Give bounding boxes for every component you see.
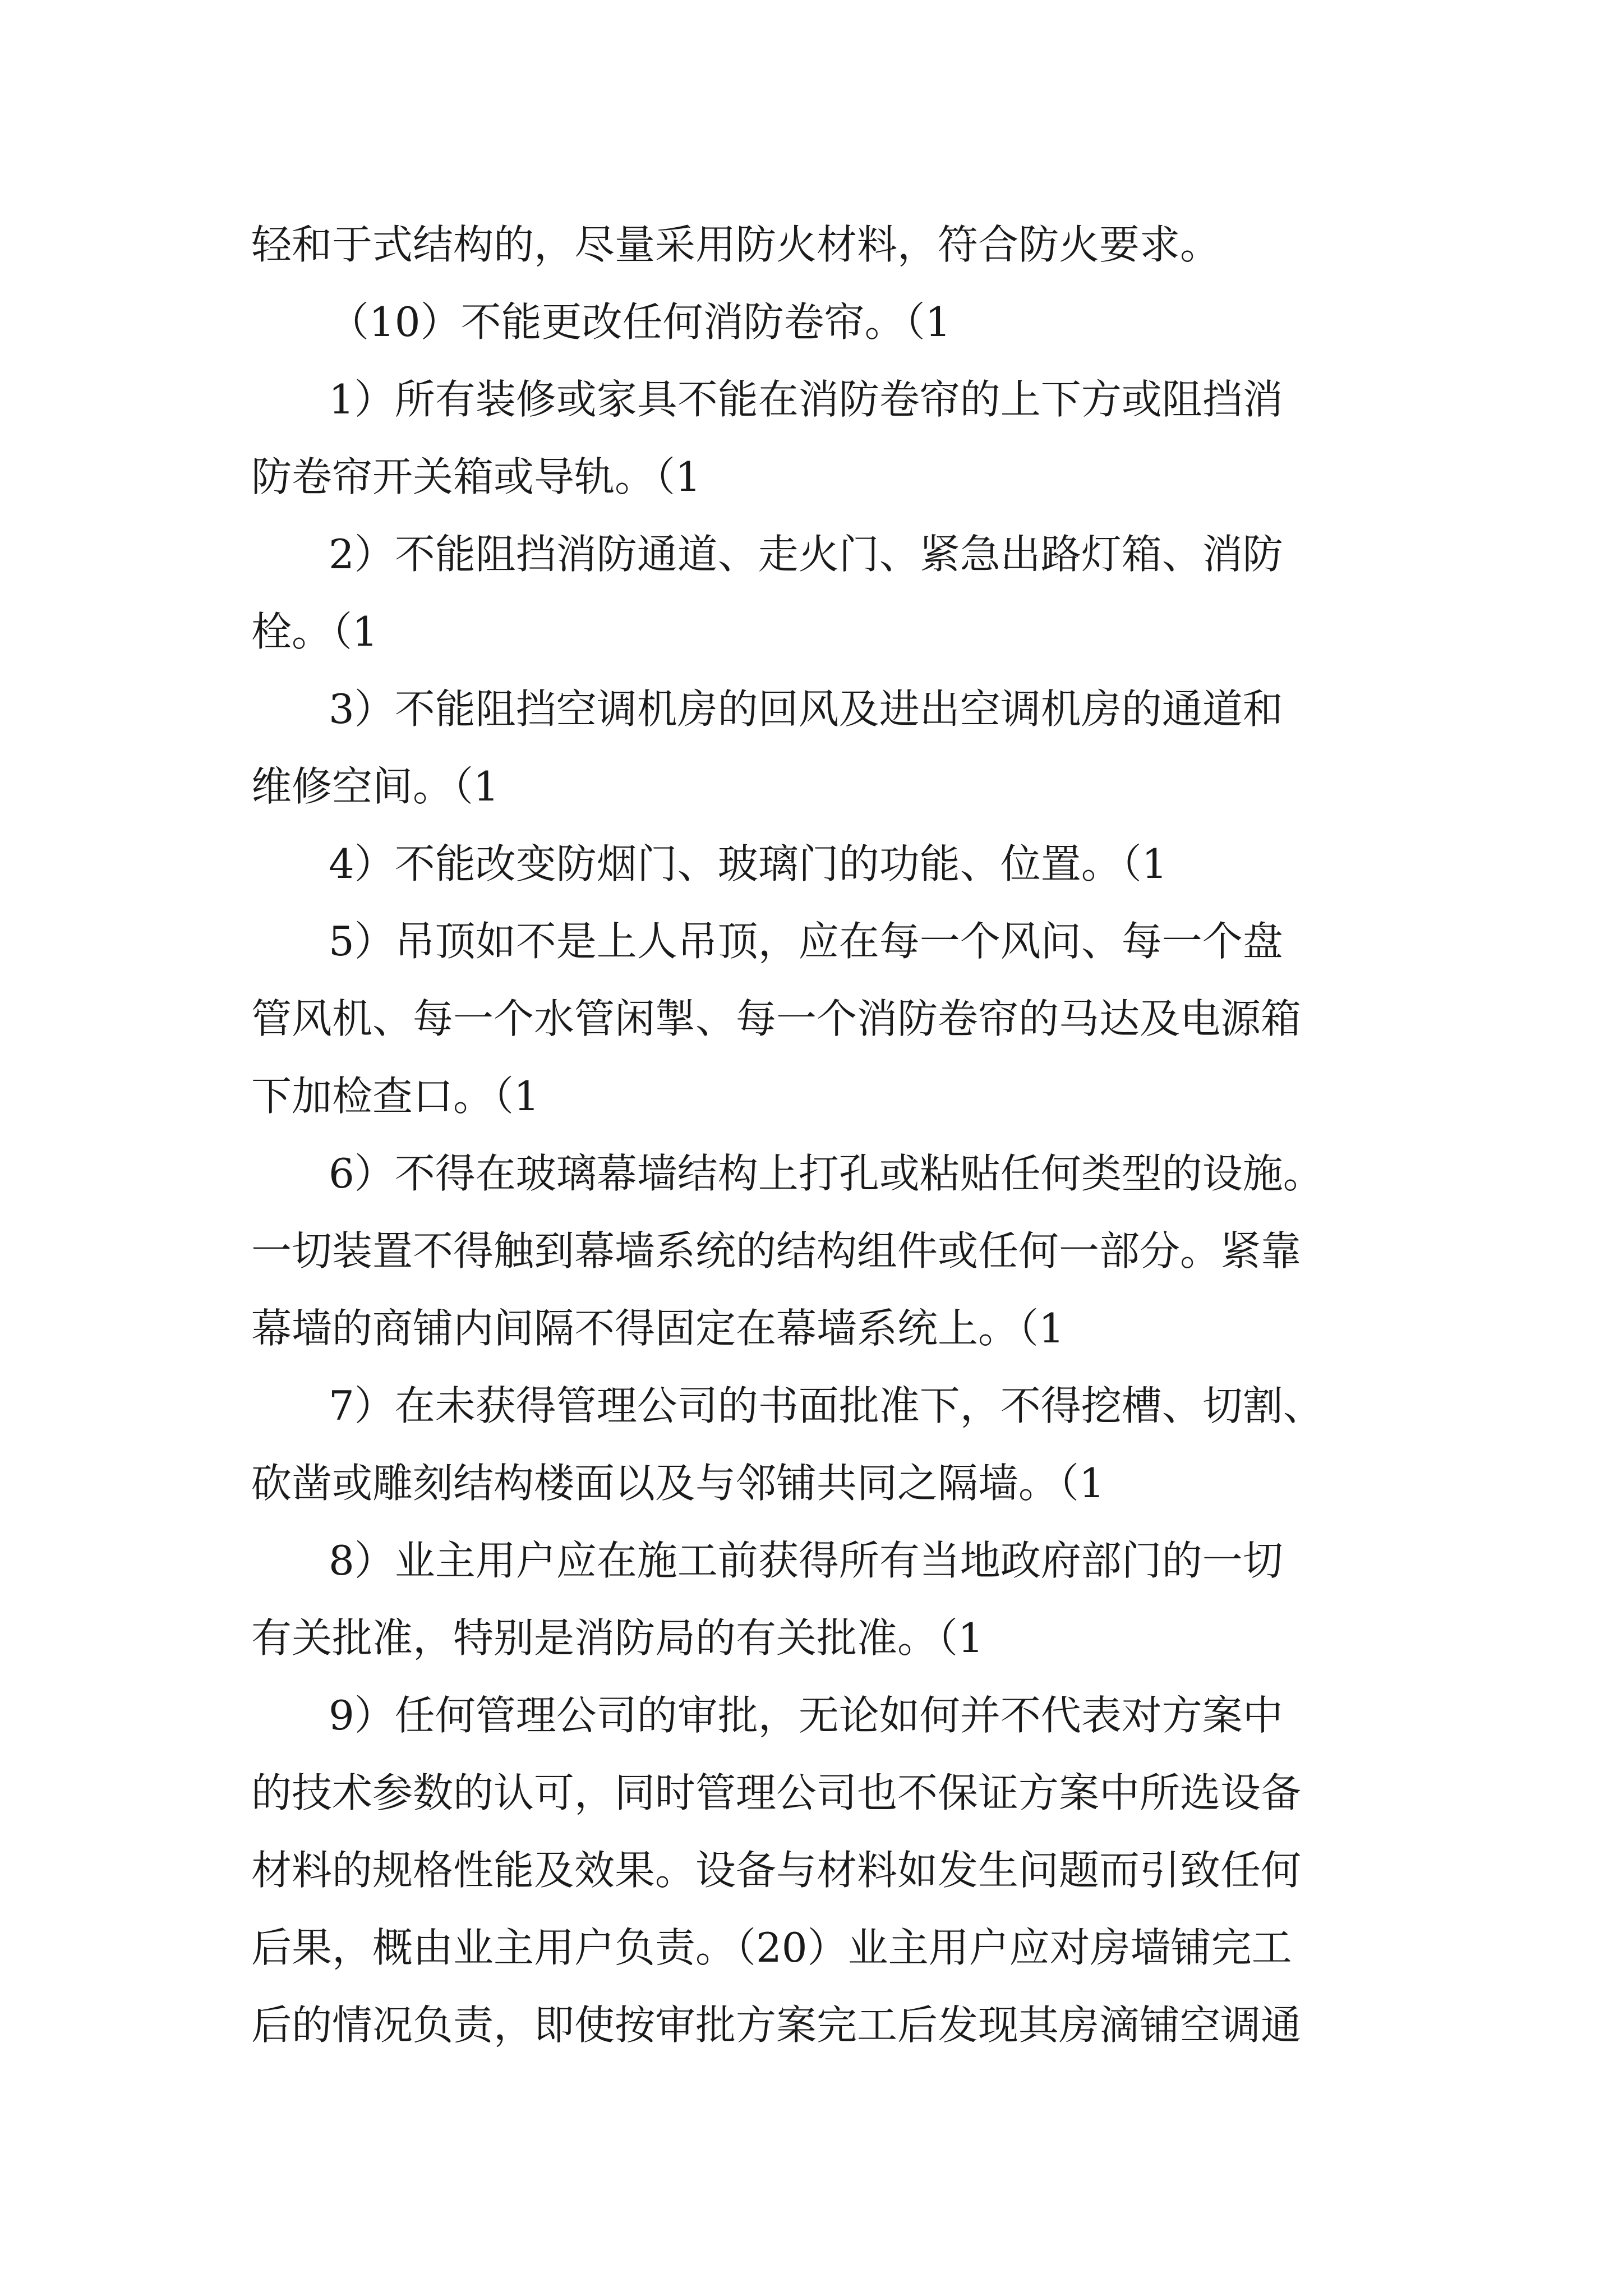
text-line: 防卷帘开关箱或导轨。（1 — [251, 453, 701, 500]
text-line: 3）不能阻挡空调机房的回风及进出空调机房的通道和 — [329, 685, 1283, 733]
text-line: （10）不能更改任何消防卷帘。（1 — [329, 298, 951, 346]
text-line: 8）业主用户应在施工前获得所有当地政府部门的一切 — [329, 1537, 1283, 1584]
text-line: 2）不能阻挡消防通道、走火门、紧急出路灯箱、消防 — [329, 531, 1283, 578]
text-line: 5）吊顶如不是上人吊顶，应在每一个风问、每一个盘 — [329, 918, 1283, 965]
text-line: 材料的规格性能及效果。设备与材料如发生问题而引致任何 — [251, 1847, 1302, 1894]
text-line: 管风机、每一个水管闲掣、每一个消防卷帘的马达及电源箱 — [251, 995, 1302, 1042]
text-line: 后果，概由业主用户负责。（20）业主用户应对房墙铺完工 — [251, 1924, 1292, 1971]
text-line: 后的情况负责，即使按审批方案完工后发现其房滴铺空调通 — [251, 2001, 1302, 2049]
text-line: 6）不得在玻璃幕墙结构上打孔或粘贴任何类型的设施。 — [329, 1150, 1324, 1197]
text-line: 9）任何管理公司的审批，无论如何并不代表对方案中 — [329, 1692, 1283, 1739]
text-line: 1）所有装修或家具不能在消防卷帘的上下方或阻挡消 — [329, 376, 1283, 423]
text-line: 幕墙的商铺内间隔不得固定在幕墙系统上。（1 — [251, 1305, 1064, 1352]
text-line: 维修空间。（1 — [251, 763, 499, 810]
text-line: 7）在未获得管理公司的书面批准下，不得挖槽、切割、 — [329, 1382, 1324, 1429]
text-line: 轻和于式结构的，尽量采用防火材料，符合防火要求。 — [251, 221, 1221, 268]
text-line: 下加检查口。（1 — [251, 1073, 540, 1120]
text-line: 一切装置不得触到幕墙系统的结构组件或任何一部分。紧靠 — [251, 1227, 1302, 1274]
text-line: 的技术参数的认可，同时管理公司也不保证方案中所选设备 — [251, 1769, 1302, 1816]
text-line: 有关批准，特别是消防局的有关批准。（1 — [251, 1614, 984, 1662]
text-line: 栓。（1 — [251, 608, 378, 655]
text-line: 4）不能改变防烟门、玻璃门的功能、位置。（1 — [329, 840, 1168, 887]
text-line: 砍凿或雕刻结构楼面以及与邻铺共同之隔墙。（1 — [251, 1460, 1105, 1507]
